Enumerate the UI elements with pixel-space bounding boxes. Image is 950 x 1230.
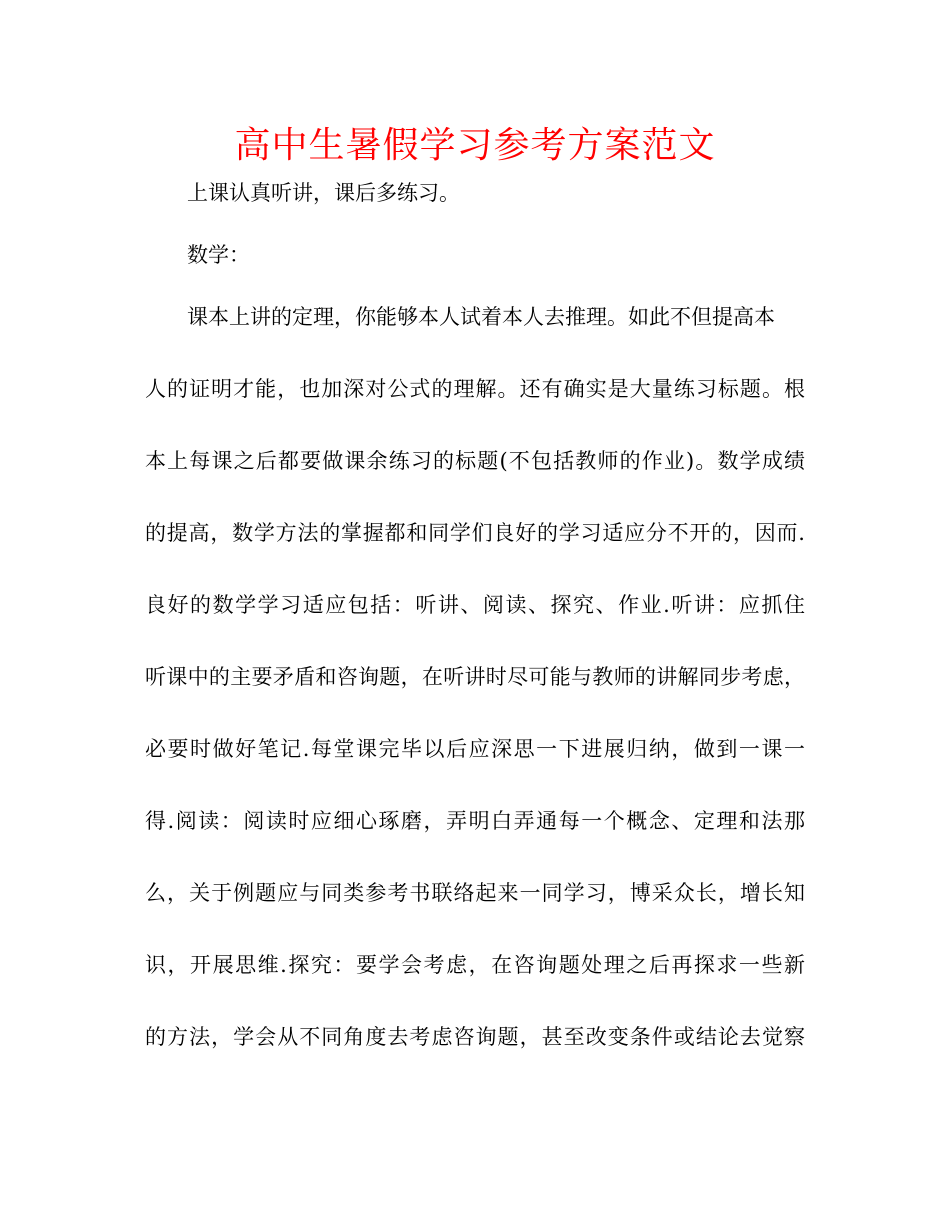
paragraph-line: 良好的数学学习适应包括：听讲、阅读、探究、作业.听讲：应抓住 bbox=[145, 593, 805, 617]
document-title: 高中生暑假学习参考方案范文 bbox=[234, 125, 716, 166]
paragraph-line: 上课认真听讲，课后多练习。 bbox=[187, 181, 460, 205]
paragraph-line: 本上每课之后都要做课余练习的标题(不包括教师的作业)。数学成绩 bbox=[145, 449, 805, 473]
paragraph-line: 课本上讲的定理，你能够本人试着本人去推理。如此不但提高本 bbox=[187, 305, 775, 329]
paragraph-line: 的方法，学会从不同角度去考虑咨询题，甚至改变条件或结论去觉察 bbox=[145, 1025, 805, 1049]
paragraph-line: 听课中的主要矛盾和咨询题，在听讲时尽可能与教师的讲解同步考虑， bbox=[145, 665, 805, 689]
paragraph-line: 必要时做好笔记.每堂课完毕以后应深思一下进展归纳，做到一课一 bbox=[145, 737, 805, 761]
paragraph-line: 的提高，数学方法的掌握都和同学们良好的学习适应分不开的，因而. bbox=[145, 521, 805, 545]
paragraph-line: 么，关于例题应与同类参考书联络起来一同学习，博采众长，增长知 bbox=[145, 881, 805, 905]
paragraph-line: 得.阅读：阅读时应细心琢磨，弄明白弄通每一个概念、定理和法那 bbox=[145, 809, 805, 833]
section-heading-math: 数学： bbox=[187, 243, 250, 267]
paragraph-line: 人的证明才能，也加深对公式的理解。还有确实是大量练习标题。根 bbox=[145, 377, 805, 401]
paragraph-line: 识，开展思维.探究：要学会考虑，在咨询题处理之后再探求一些新 bbox=[145, 953, 805, 977]
